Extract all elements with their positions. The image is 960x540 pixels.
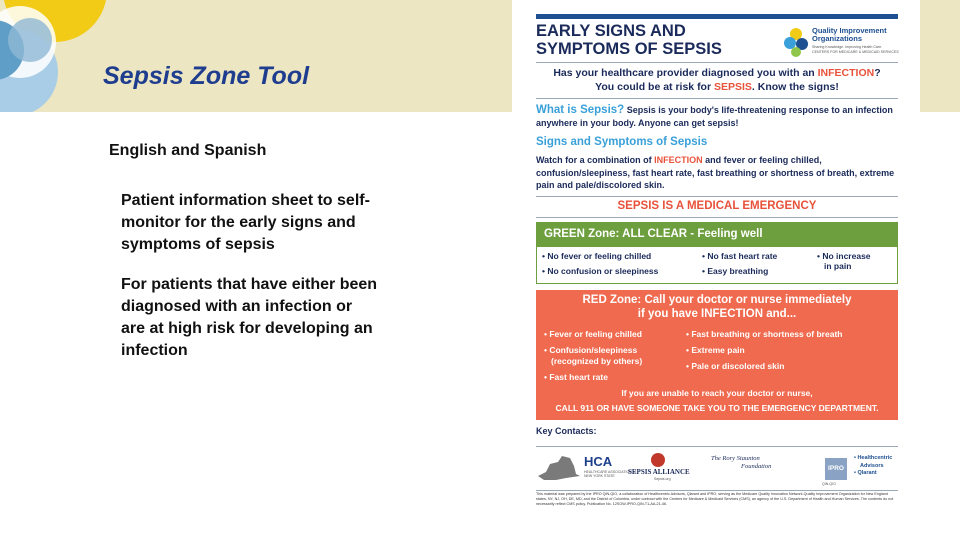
red-item: • Extreme pain	[686, 345, 745, 355]
key-contacts-label: Key Contacts:	[536, 426, 597, 436]
healthcentric-qlarant-logos: • Healthcentric Advisors • Qlarant	[854, 455, 893, 476]
divider	[536, 446, 898, 447]
ipro-logo: IPRO	[825, 458, 847, 480]
bullet-patient-sheet: Patient information sheet to self-monitor for the early signs and symptoms of sepsis	[121, 192, 370, 253]
green-item: • No confusion or sleepiness	[542, 266, 659, 276]
ipro-logo-subtitle: QIN-QIO	[822, 482, 836, 486]
divider	[536, 217, 898, 218]
signs-text: Watch for a combination of INFECTION and fever or feeling chilled, confusion/sleepiness, fast heart rate, fast breathing or shortness of breath, extreme pain and pale/discolored skin.	[536, 155, 895, 190]
hca-logo-subtitle: HEALTHCARE ASSOCIATION of NEW YORK STATE	[584, 470, 636, 478]
red-item: • Pale or discolored skin	[686, 361, 785, 371]
what-is-sepsis-heading: What is Sepsis?	[536, 104, 625, 116]
hca-logo: HCA	[584, 454, 613, 469]
new-york-state-icon	[536, 454, 582, 482]
qio-logo-subtitle: Sharing Knowledge. Improving Health Care. CENTERS FOR MEDICARE & MEDICAID SERVICES	[812, 45, 899, 54]
red-zone	[536, 290, 898, 420]
green-item: • No fast heart rate	[702, 251, 778, 261]
diagnosis-question: Has your healthcare provider diagnosed you with an INFECTION? You could be at risk for SEPSIS. Know the signs!	[553, 67, 881, 93]
red-zone-heading: RED Zone: Call your doctor or nurse immediately if you have INFECTION and...	[582, 294, 852, 320]
slide-title: Sepsis Zone Tool	[103, 62, 310, 90]
green-zone-body	[536, 246, 898, 284]
divider	[536, 62, 898, 63]
slide-body	[109, 140, 379, 380]
sepsis-flyer	[512, 0, 920, 540]
language-note: English and Spanish	[109, 142, 267, 159]
decorative-circles	[0, 0, 110, 112]
red-item: • Fast heart rate	[544, 372, 608, 382]
green-zone-heading: GREEN Zone: ALL CLEAR - Feeling well	[536, 222, 898, 246]
green-item: • No increase	[817, 251, 871, 261]
bullet-target-patients: For patients that have either been diagnosed with an infection or are at high risk for developing an infection	[121, 276, 378, 359]
divider	[536, 490, 898, 491]
red-item: (recognized by others)	[551, 356, 643, 366]
red-item: • Confusion/sleepiness	[544, 345, 638, 355]
divider	[536, 196, 898, 197]
red-zone-footer: If you are unable to reach your doctor or nurse,	[621, 388, 813, 398]
qio-logo-title: Quality Improvement Organizations	[812, 26, 887, 43]
emergency-banner: SEPSIS IS A MEDICAL EMERGENCY	[617, 200, 817, 212]
divider	[536, 98, 898, 99]
green-item: • No fever or feeling chilled	[542, 251, 652, 261]
green-item: in pain	[824, 261, 852, 271]
red-item: • Fever or feeling chilled	[544, 329, 642, 339]
sepsis-alliance-subtitle: Sepsis.org	[654, 477, 671, 481]
signs-heading: Signs and Symptoms of Sepsis	[536, 136, 708, 148]
flyer-title: EARLY SIGNS AND SYMPTOMS OF SEPSIS	[536, 22, 722, 58]
red-item: • Fast breathing or shortness of breath	[686, 329, 843, 339]
mid-blue-circle	[8, 18, 52, 62]
partner-logos	[536, 448, 898, 488]
flyer-top-bar	[536, 14, 898, 19]
green-item: • Easy breathing	[702, 266, 769, 276]
sepsis-alliance-logo: SEPSIS ALLIANCE	[628, 468, 690, 476]
rory-staunton-logo: The Rory Staunton Foundation	[711, 455, 772, 470]
red-zone-call-911: CALL 911 OR HAVE SOMEONE TAKE YOU TO THE EMERGENCY DEPARTMENT.	[555, 403, 879, 413]
fine-print: This material was prepared by the IPRO QIN-QIO, a collaboration of Healthcentric Advisors, Qlarant and IPRO, serving as the Medicare Quality Innovation Network-Quality Improvement Organization for New England states, NY, NJ, OH, DE, MD, and the District of Columbia, under contract with the Centers for Medicare & Medicaid Services (CMS), an agency of the U.S. Department of Health and Human Services. The contents do not necessarily reflect CMS policy. Publication No. 12SOW-IPRO-QIN-T1-AA-21-46.	[536, 492, 894, 506]
what-is-sepsis: What is Sepsis? Sepsis is your body's life-threatening response to an infection anywhere in your body. Anyone can get sepsis!	[536, 104, 893, 128]
sepsis-alliance-icon	[650, 452, 666, 468]
